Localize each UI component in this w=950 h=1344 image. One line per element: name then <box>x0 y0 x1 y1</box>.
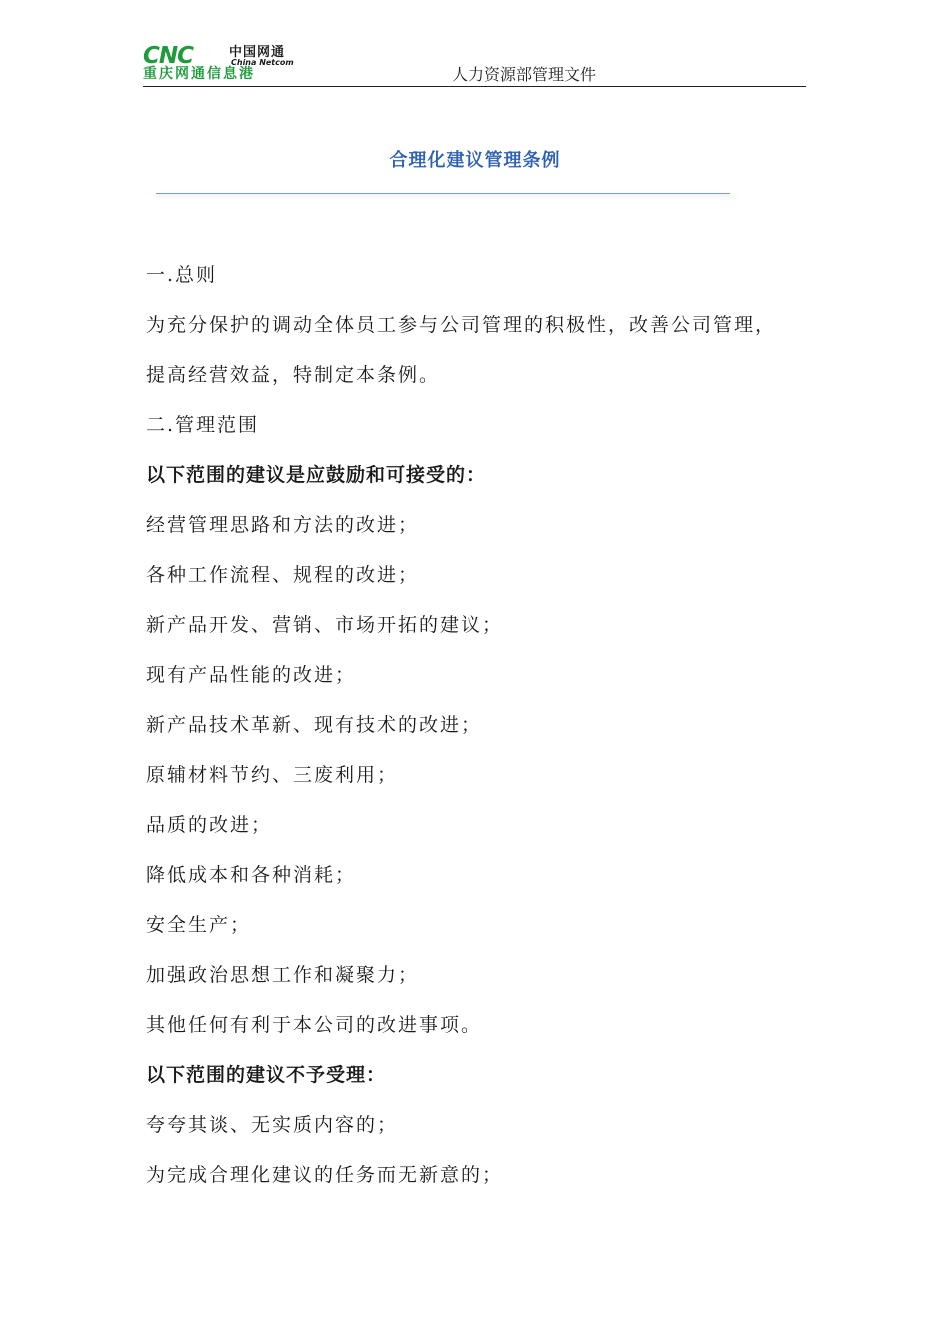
body-paragraph: 降低成本和各种消耗； <box>146 864 357 886</box>
title-underline <box>156 193 730 194</box>
body-paragraph: 一.总则 <box>146 264 218 286</box>
header-divider <box>143 86 806 87</box>
body-paragraph: 加强政治思想工作和凝聚力； <box>146 964 420 986</box>
body-paragraph: 为完成合理化建议的任务而无新意的； <box>146 1164 504 1186</box>
cnc-logo <box>143 44 333 84</box>
body-paragraph: 经营管理思路和方法的改进； <box>146 514 420 536</box>
body-paragraph: 为充分保护的调动全体员工参与公司管理的积极性，改善公司管理， <box>146 314 777 336</box>
body-paragraph: 其他任何有利于本公司的改进事项。 <box>146 1014 483 1036</box>
page-header <box>143 44 806 88</box>
header-document-type: 人力资源部管理文件 <box>452 65 597 84</box>
document-title: 合理化建议管理条例 <box>389 150 561 171</box>
section-lead-paragraph: 以下范围的建议不予受理： <box>146 1064 387 1086</box>
body-paragraph: 夸夸其谈、无实质内容的； <box>146 1114 399 1136</box>
logo-english-name: China Netcom <box>231 58 294 67</box>
logo-chinese-name: 中国网通 <box>229 45 286 60</box>
body-paragraph: 新产品开发、营销、市场开拓的建议； <box>146 614 504 636</box>
body-paragraph: 现有产品性能的改进； <box>146 664 357 686</box>
body-paragraph: 安全生产； <box>146 914 252 936</box>
logo-subtitle: 重庆网通信息港 <box>143 66 255 82</box>
document-body <box>146 250 816 1200</box>
body-paragraph: 二.管理范围 <box>146 414 260 436</box>
logo-cnc-text: CNC <box>143 43 194 69</box>
body-paragraph: 原辅材料节约、三废利用； <box>146 764 399 786</box>
body-paragraph: 新产品技术革新、现有技术的改进； <box>146 714 483 736</box>
body-paragraph: 各种工作流程、规程的改进； <box>146 564 420 586</box>
body-paragraph: 提高经营效益，特制定本条例。 <box>146 364 441 386</box>
section-lead-paragraph: 以下范围的建议是应鼓励和可接受的： <box>146 464 487 486</box>
body-paragraph: 品质的改进； <box>146 814 273 836</box>
